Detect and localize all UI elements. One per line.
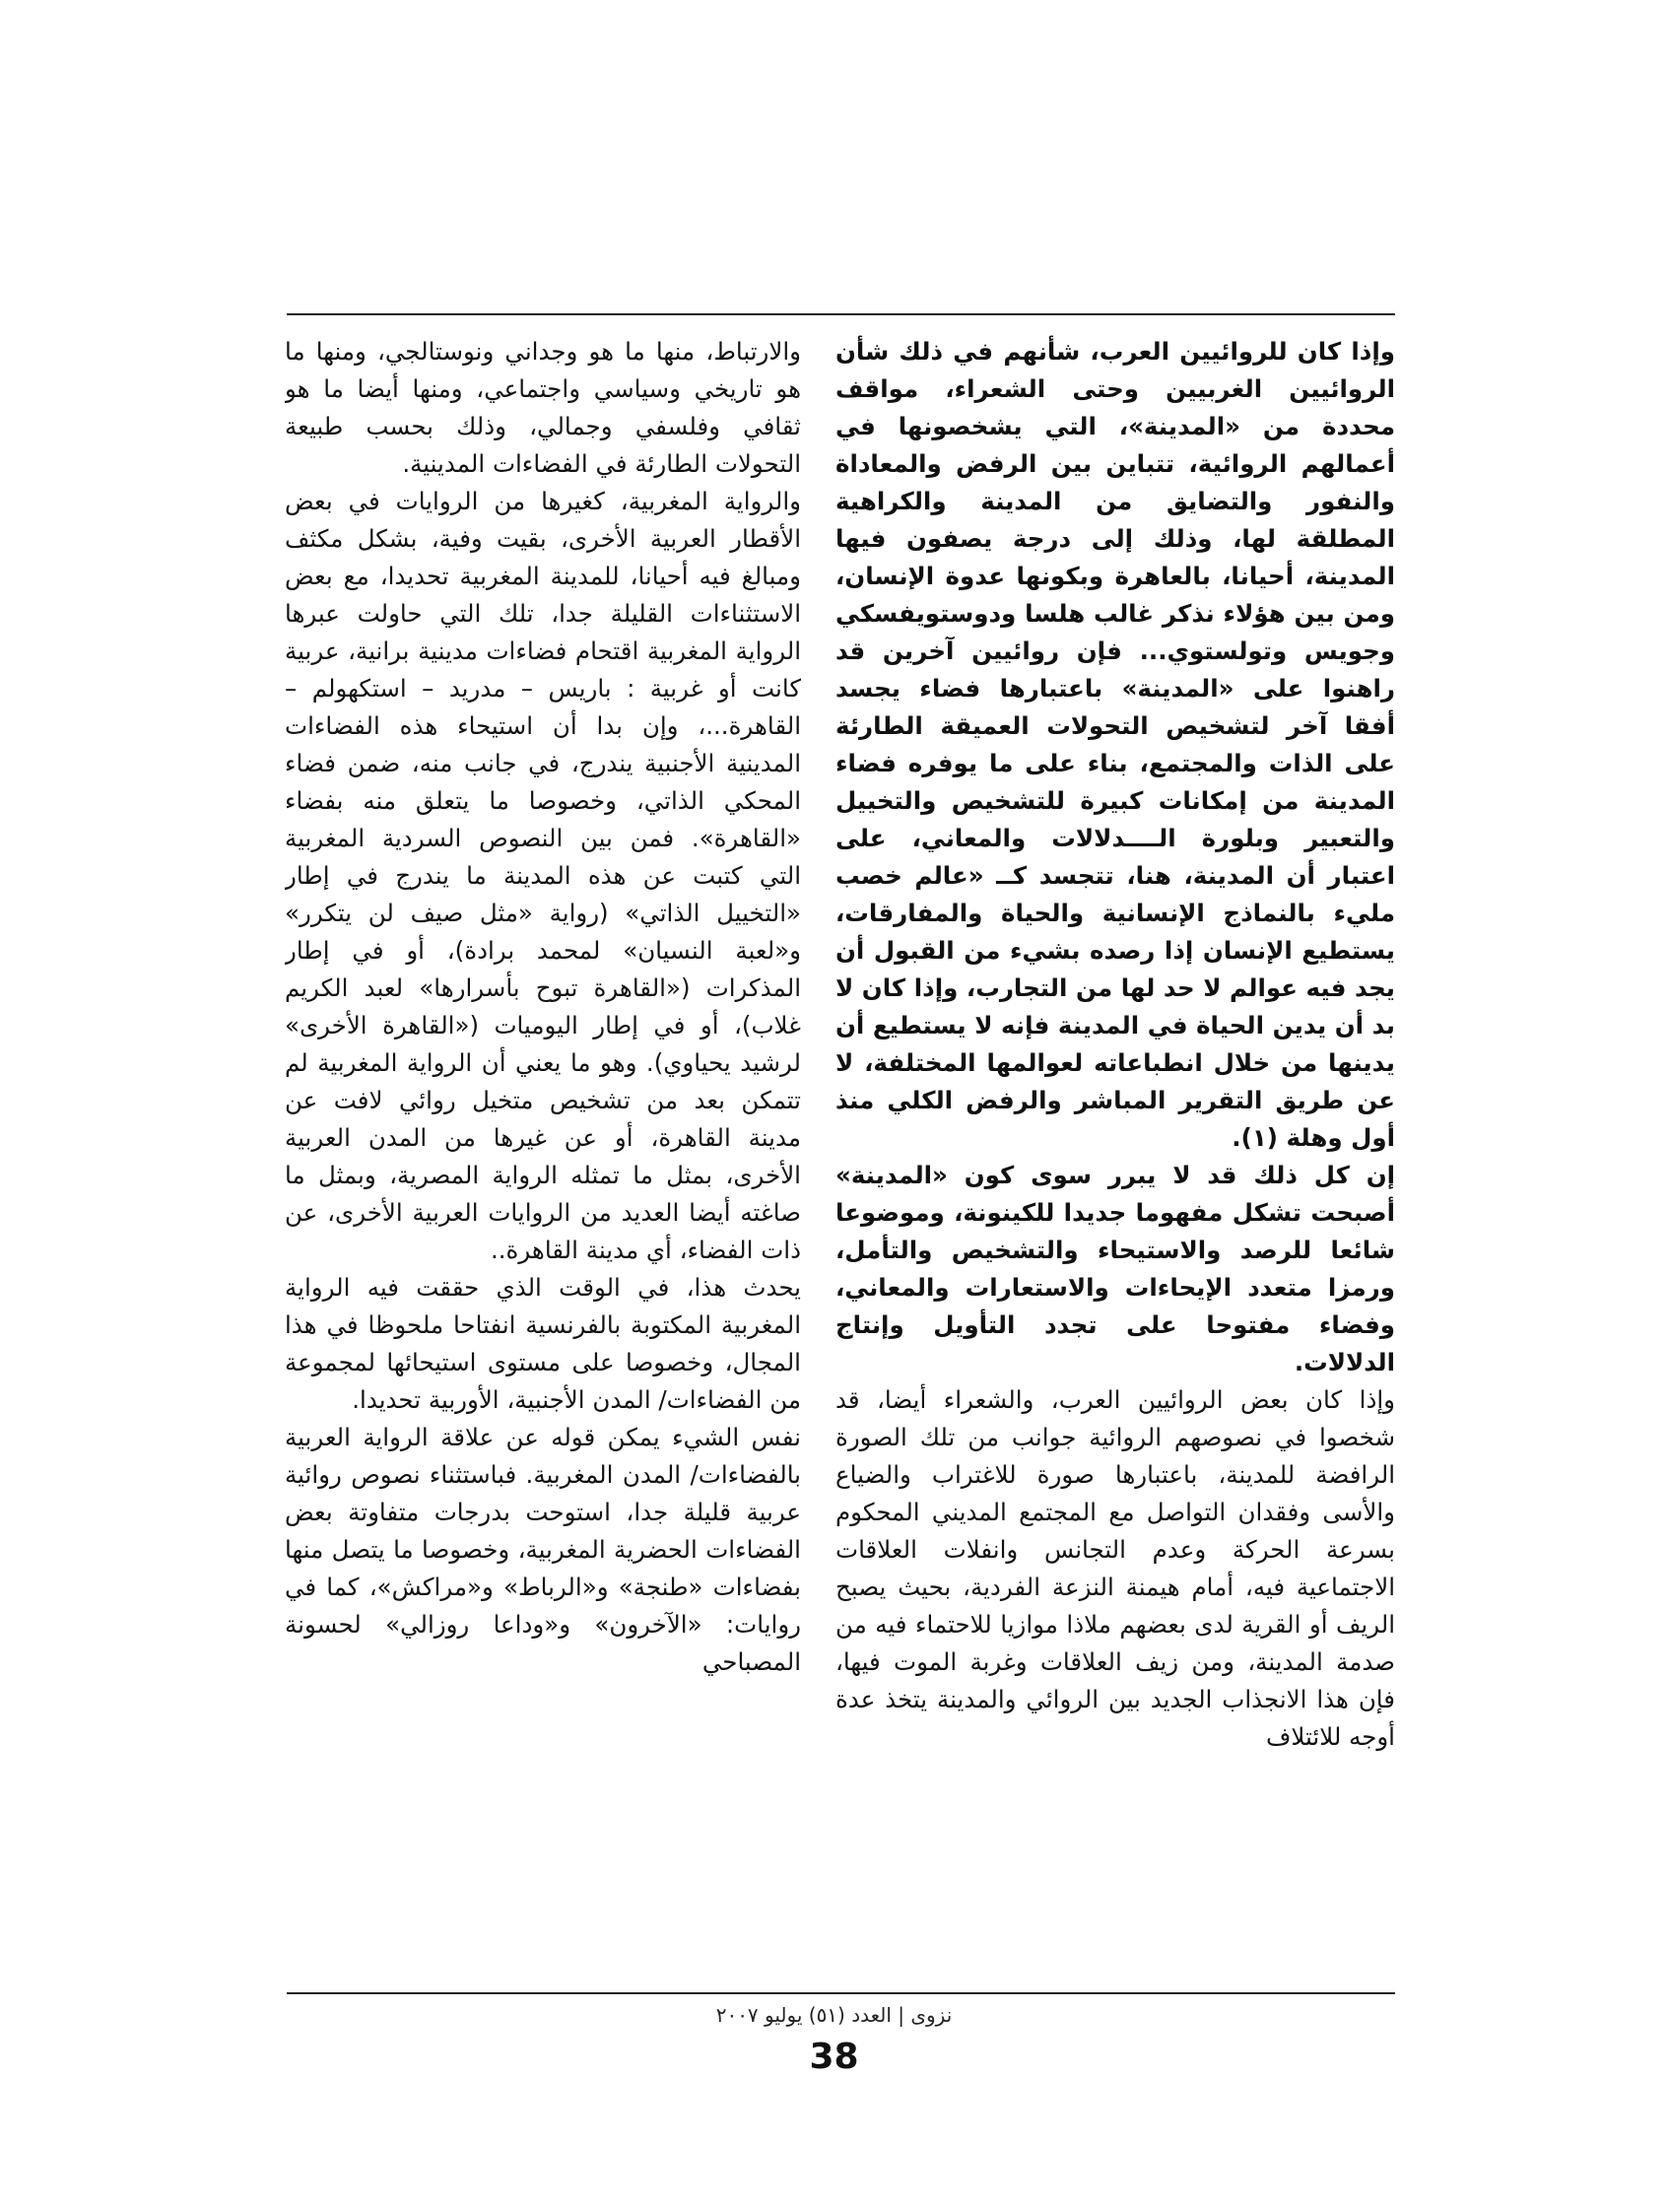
- paragraph-left-4: نفس الشيء يمكن قوله عن علاقة الرواية العربية بالفضاءات/ المدن المغربية. فباستثناء نصوص روائية عربية قليلة جدا، استوحت بدرجات متفاوتة بعض الفضاءات الحضرية المغربية، وخصوصا ما يتصل منها بفضاءات «طنجة» و«الرباط» و«مراكش»، كما في روايات: «الآخرون» و«وداعا روزالي» لحسونة المصباحي: [285, 1423, 801, 1676]
- article-column-left: [285, 333, 801, 1980]
- top-rule: [287, 313, 1395, 315]
- paragraph-left-1: والارتباط، منها ما هو وجداني ونوستالجي، ومنها ما هو تاريخي وسياسي واجتماعي، ومنها أيضا ما هو ثقافي وفلسفي وجمالي، وذلك بحسب طبيعة التحولات الطارئة في الفضاءات المدينية.: [285, 337, 801, 478]
- paragraph-left-2: والرواية المغربية، كغيرها من الروايات في بعض الأقطار العربية الأخرى، بقيت وفية، بشكل مكثف ومبالغ فيه أحيانا، للمدينة المغربية تحديدا، مع بعض الاستثناءات القليلة جدا، تلك التي حاولت عبرها الرواية المغربية اقتحام فضاءات مدينية برانية، عربية كانت أو غربية : باريس – مدريد – استكهولم – القاهرة...، وإن بدا أن استيحاء هذه الفضاءات المدينية الأجنبية يندرج، في جانب منه، ضمن فضاء المحكي الذاتي، وخصوصا ما يتعلق منه بفضاء «القاهرة». فمن بين النصوص السردية المغربية التي كتبت عن هذه المدينة ما يندرج في إطار «التخييل الذاتي» (رواية «مثل صيف لن يتكرر» و«لعبة النسيان» لمحمد برادة)، أو في إطار المذكرات («القاهرة تبوح بأسرارها» لعبد الكريم غلاب)، أو في إطار اليوميات («القاهرة الأخرى» لرشيد يحياوي). وهو ما يعني أن الرواية المغربية لم تتمكن بعد من تشخيص متخيل روائي لافت عن مدينة القاهرة، أو عن غيرها من المدن العربية الأخرى، بمثل ما تمثله الرواية المصرية، وبمثل ما صاغته أيضا العديد من الروايات العربية الأخرى، عن ذات الفضاء، أي مدينة القاهرة..: [285, 487, 801, 1264]
- page-number: 38: [809, 2037, 859, 2077]
- bottom-rule: [287, 1992, 1395, 1994]
- paragraph-right-2: إن كل ذلك قد لا يبرر سوى كون «المدينة» أصبحت تشكل مفهوما جديدا للكينونة، وموضوعا شائعا للرصد والاستيحاء والتشخيص والتأمل، ورمزا متعدد الإيحاءات والاستعارات والمعاني، وفضاء مفتوحا على تجدد التأويل وإنتاج الدلالات.: [835, 1161, 1395, 1376]
- paragraph-right-1: وإذا كان للروائيين العرب، شأنهم في ذلك شأن الروائيين الغربيين وحتى الشعراء، مواقف محددة من «المدينة»، التي يشخصونها في أعمالهم الروائية، تتباين بين الرفض والمعاداة والنفور والتضايق من المدينة والكراهية المطلقة لها، وذلك إلى درجة يصفون فيها المدينة، أحيانا، بالعاهرة وبكونها عدوة الإنسان، ومن بين هؤلاء نذكر غالب هلسا ودوستويفسكي وجويس وتولستوي... فإن روائيين آخرين قد راهنوا على «المدينة» باعتبارها فضاء يجسد أفقا آخر لتشخيص التحولات العميقة الطارئة على الذات والمجتمع، بناء على ما يوفره فضاء المدينة من إمكانات كبيرة للتشخيص والتخييل والتعبير وبلورة الــــدلالات والمعاني، على اعتبار أن المدينة، هنا، تتجسد كــ «عالم خصب مليء بالنماذج الإنسانية والحياة والمفارقات، يستطيع الإنسان إذا رصده بشيء من القبول أن يجد فيه عوالم لا حد لها من التجارب، وإذا كان لا بد أن يدين الحياة في المدينة فإنه لا يستطيع أن يدينها من خلال انطباعاته لعوالمها المختلفة، لا عن طريق التقرير المباشر والرفض الكلي منذ أول وهلة (١).: [835, 337, 1395, 1152]
- issue-line: نزوى | العدد (٥١) يوليو ٢٠٠٧: [715, 2003, 953, 2027]
- paragraph-left-3: يحدث هذا، في الوقت الذي حققت فيه الرواية المغربية المكتوبة بالفرنسية انفتاحا ملحوظا في هذا المجال، وخصوصا على مستوى استيحائها لمجموعة من الفضاءات/ المدن الأجنبية، الأوربية تحديدا.: [285, 1273, 801, 1414]
- paragraph-right-3: وإذا كان بعض الروائيين العرب، والشعراء أيضا، قد شخصوا في نصوصهم الروائية جوانب من تلك الصورة الرافضة للمدينة، باعتبارها صورة للاغتراب والضياع والأسى وفقدان التواصل مع المجتمع المديني المحكوم بسرعة الحركة وعدم التجانس وانفلات العلاقات الاجتماعية فيه، أمام هيمنة النزعة الفردية، بحيث يصبح الريف أو القرية لدى بعضهم ملاذا موازيا للاحتماء فيه من صدمة المدينة، ومن زيف العلاقات وغربة الموت فيها، فإن هذا الانجذاب الجديد بين الروائي والمدينة يتخذ عدة أوجه للائتلاف: [835, 1385, 1395, 1751]
- article-column-right: [835, 333, 1395, 1980]
